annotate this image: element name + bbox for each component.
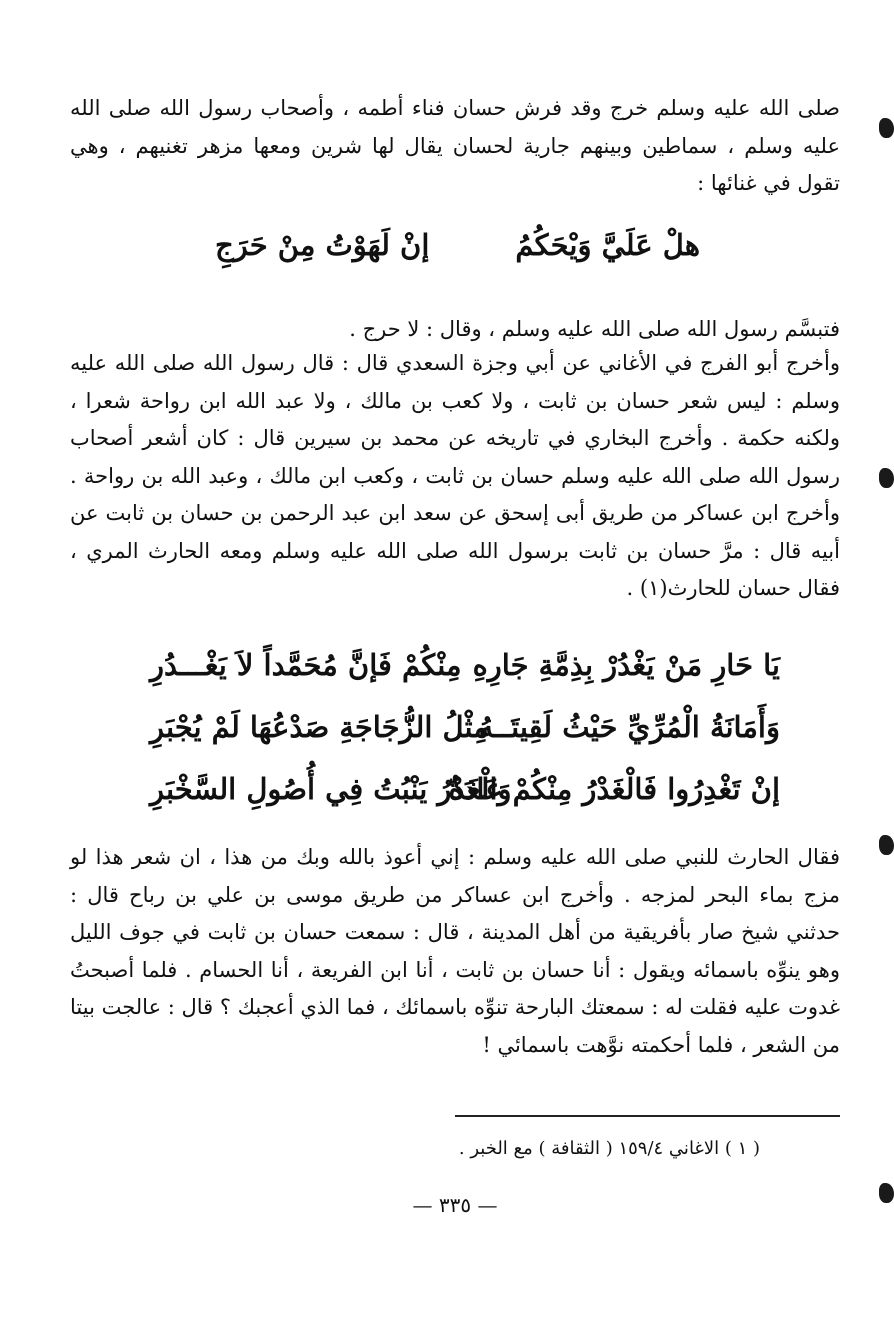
poem-verse-1 <box>70 648 840 698</box>
poem-verse-3 <box>70 772 840 822</box>
poem-verse-2-second-hemistich: مِثْلُ الزُّجَاجَةِ صَدْعُهَا لَمْ يُجْبَرِ <box>150 710 489 744</box>
margin-ink-mark <box>879 118 894 138</box>
margin-ink-mark <box>879 468 894 488</box>
verse-intro <box>70 228 840 278</box>
poem-verse-3-second-hemistich: وَالْغَدْرُ يَنْبُتُ فِي أُصُولِ السَّخْبَرِ <box>150 772 512 806</box>
verse-intro-second-hemistich: إنْ لَهَوْتُ مِنْ حَرَجِ <box>215 228 430 262</box>
footnote: ( ١ ) الاغاني ١٥٩/٤ ( الثقافة ) مع الخبر . <box>458 1138 760 1159</box>
poem-verse-1-second-hemistich: مِنْكُمْ فَإنَّ مُحَمَّداً لاَ يَغْـــدُرِ <box>150 648 462 682</box>
margin-ink-mark <box>879 835 894 855</box>
verse-intro-first-hemistich: هلْ عَلَيَّ وَيْحَكُمُ <box>515 228 700 262</box>
paragraph-opening: صلى الله عليه وسلم خرج وقد فرش حسان فناء أطمه ، وأصحاب رسول الله صلى الله عليه وسلم ، سماطين وبينهم جارية لحسان يقال لها شرين ومعها مزهر تغنيهم ، وهي تقول في غنائها : <box>70 96 840 195</box>
poem-verse-1-first-hemistich: يَا حَارِ مَنْ يَغْدُرْ بِذِمَّةِ جَارِهِ <box>472 648 780 682</box>
poem-verse-2-first-hemistich: وَأَمَانَةُ الْمُرِّيِّ حَيْثُ لَقِيتَــهُ <box>478 710 780 744</box>
poem-verse-2 <box>70 710 840 760</box>
page-number: — ٣٣٥ — <box>412 1193 498 1217</box>
poem-verse-3-first-hemistich: إنْ تَغْدِرُوا فَالْغَدْرُ مِنْكُمْ عَادَةٌ <box>448 772 780 806</box>
paragraph-prophet-smile: فتبسَّم رسول الله صلى الله عليه وسلم ، وقال : لا حرج . <box>349 317 840 341</box>
footnote-divider <box>455 1115 840 1117</box>
paragraph-narrations: وأخرج أبو الفرج في الأغاني عن أبي وجزة السعدي قال : قال رسول الله صلى الله عليه وسلم : ليس شعر حسان بن ثابت ، ولا كعب بن مالك ، ولا عبد الله ابن رواحة شعرا ، ولكنه حكمة . وأخرج البخاري في تاريخه عن محمد بن سيرين قال : كان أشعر أصحاب رسول الله صلى الله عليه وسلم حسان بن ثابت ، وكعب ابن مالك ، وعبد الله بن رواحة . وأخرج ابن عساكر من طريق أبى إسحق عن سعد ابن عبد الرحمن بن حسان بن ثابت عن أبيه قال : مرَّ حسان بن ثابت برسول الله صلى الله عليه وسلم ومعه الحارث المري ، فقال حسان للحارث(١) . <box>70 351 840 600</box>
margin-ink-mark <box>879 1183 894 1203</box>
book-page <box>70 80 840 1270</box>
paragraph-harith-reply: فقال الحارث للنبي صلى الله عليه وسلم : إني أعوذ بالله وبك من هذا ، ان شعر هذا لو مزج بماء البحر لمزجه . وأخرج ابن عساكر من طريق موسى بن علي بن رباح قال : حدثني شيخ صار بأفريقية من أهل المدينة ، قال : سمعت حسان بن ثابت في جوف الليل وهو ينوِّه باسمائه ويقول : أنا حسان بن ثابت ، أنا ابن الفريعة ، أنا الحسام . فلما أصبحتُ غدوت عليه فقلت له : سمعتك البارحة تنوِّه باسمائك ، فما الذي أعجبك ؟ قال : عالجت بيتا من الشعر ، فلما أحكمته نوَّهت باسمائي ! <box>70 845 840 1057</box>
